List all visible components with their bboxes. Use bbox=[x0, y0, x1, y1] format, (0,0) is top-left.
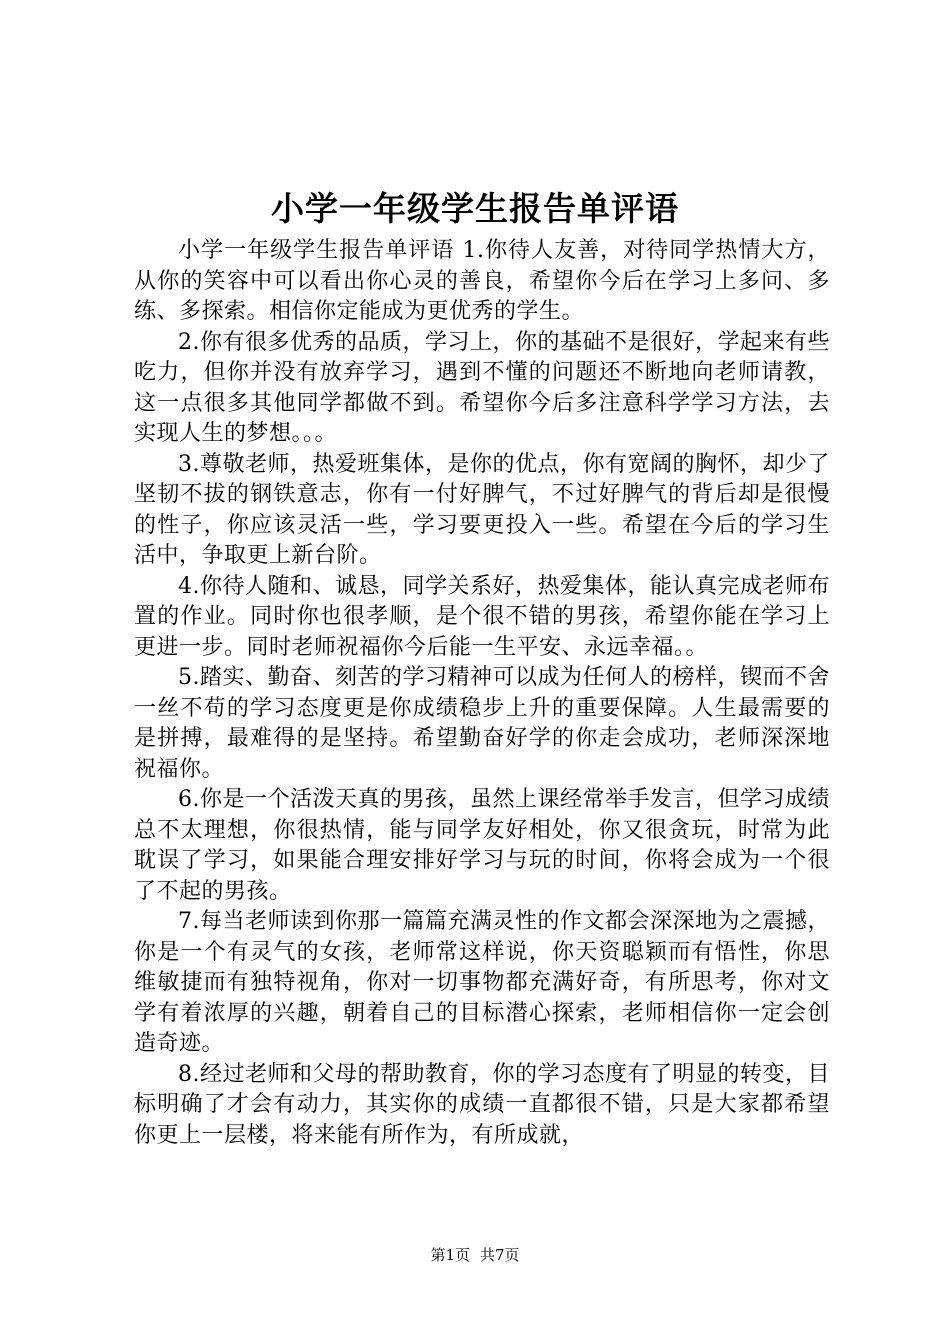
paragraph-1: 小学一年级学生报告单评语 1.你待人友善，对待同学热情大方，从你的笑容中可以看出你心灵的善良，希望你今后在学习上多问、多练、多探索。相信你定能成为更优秀的学生。 bbox=[134, 238, 830, 324]
paragraph-6: 6.你是一个活泼天真的男孩，虽然上课经常举手发言，但学习成绩总不太理想，你很热情，能与同学友好相处，你又很贪玩，时常为此耽误了学习，如果能合理安排好学习与玩的时间，你将会成为一个很了不起的男孩。 bbox=[134, 787, 830, 904]
page-title: 小学一年级学生报告单评语 bbox=[271, 189, 679, 228]
paragraph-3: 3.尊敬老师，热爱班集体，是你的优点，你有宽阔的胸怀，却少了坚韧不拔的钢铁意志，你有一付好脾气，不过好脾气的背后却是很慢的性子，你应该灵活一些，学习要更投入一些。希望在今后的学习生活中，争取更上新台阶。 bbox=[134, 451, 830, 568]
page-total: 共7页 bbox=[480, 1246, 520, 1264]
document-body bbox=[134, 236, 830, 1151]
page-number: 第1页 bbox=[430, 1246, 470, 1264]
page-footer bbox=[0, 1244, 950, 1266]
paragraph-7: 7.每当老师读到你那一篇篇充满灵性的作文都会深深地为之震撼，你是一个有灵气的女孩，老师常这样说，你天资聪颖而有悟性，你思维敏捷而有独特视角，你对一切事物都充满好奇，有所思考，你对文学有着浓厚的兴趣，朝着自己的目标潜心探索，老师相信你一定会创造奇迹。 bbox=[134, 909, 830, 1056]
paragraph-5: 5.踏实、勤奋、刻苦的学习精神可以成为任何人的榜样，锲而不舍一丝不苟的学习态度更是你成绩稳步上升的重要保障。人生最需要的是拼搏，最难得的是坚持。希望勤奋好学的你走会成功，老师深深地祝福你。 bbox=[134, 665, 830, 782]
paragraph-2: 2.你有很多优秀的品质，学习上，你的基础不是很好，学起来有些吃力，但你并没有放弃学习，遇到不懂的问题还不断地向老师请教，这一点很多其他同学都做不到。希望你今后多注意科学学习方法，去实现人生的梦想。。。 bbox=[134, 329, 830, 446]
paragraph-8: 8.经过老师和父母的帮助教育，你的学习态度有了明显的转变，目标明确了才会有动力，其实你的成绩一直都很不错，只是大家都希望你更上一层楼，将来能有所作为，有所成就， bbox=[134, 1061, 830, 1148]
paragraph-4: 4.你待人随和、诚恳，同学关系好，热爱集体，能认真完成老师布置的作业。同时你也很孝顺，是个很不错的男孩，希望你能在学习上更进一步。同时老师祝福你今后能一生平安、永远幸福。。 bbox=[134, 573, 830, 660]
